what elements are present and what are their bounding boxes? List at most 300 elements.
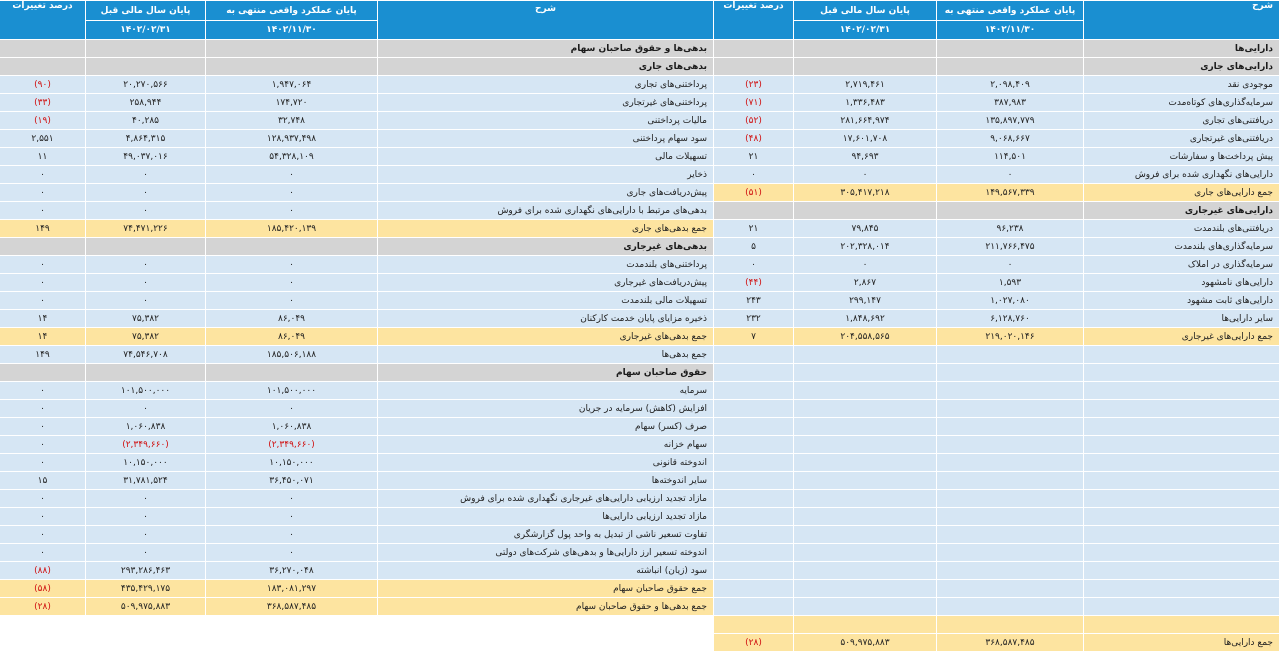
assets-change-header: درصد تغییرات — [714, 1, 794, 40]
liability-row-current-value: ۰ — [206, 544, 378, 562]
liability-row — [0, 346, 714, 364]
liability-row-label: حقوق صاحبان سهام — [378, 364, 714, 382]
liability-row — [0, 76, 714, 94]
liability-row — [0, 490, 714, 508]
liability-row — [0, 544, 714, 562]
liability-row-change-percent: ۰ — [0, 202, 86, 220]
liability-row-previous-value: ۰ — [86, 274, 206, 292]
liability-row-current-value: ۱۰۱,۵۰۰,۰۰۰ — [206, 382, 378, 400]
liability-row-previous-value: ۵۰۹,۹۷۵,۸۸۳ — [86, 598, 206, 616]
asset-row-previous-value — [794, 616, 937, 634]
liability-row-previous-value: ۲۰,۲۷۰,۵۶۶ — [86, 76, 206, 94]
liabilities-change-header: درصد تغییرات — [0, 1, 86, 40]
liability-row-change-percent: ۰ — [0, 256, 86, 274]
liability-row-current-value — [206, 40, 378, 58]
asset-row-label: دریافتنی‌های بلندمدت — [1084, 220, 1280, 238]
liability-row-label: جمع حقوق صاحبان سهام — [378, 580, 714, 598]
liability-row-current-value: ۱,۰۶۰,۸۳۸ — [206, 418, 378, 436]
liability-row-change-percent: ۰ — [0, 274, 86, 292]
asset-row-change-percent: ۰ — [714, 256, 794, 274]
liability-row-previous-value: ۰ — [86, 490, 206, 508]
asset-row — [714, 400, 1280, 418]
asset-row — [714, 220, 1280, 238]
liability-row-label: پرداختنی‌های بلندمدت — [378, 256, 714, 274]
liability-row-label: بدهی‌های مرتبط با دارایی‌های نگهداری شده برای فروش — [378, 202, 714, 220]
asset-row-label — [1084, 598, 1280, 616]
asset-row-change-percent — [714, 508, 794, 526]
liability-row-label: صرف (کسر) سهام — [378, 418, 714, 436]
asset-row-current-value — [937, 562, 1084, 580]
asset-row-current-value — [937, 544, 1084, 562]
asset-row — [714, 544, 1280, 562]
liability-row — [0, 454, 714, 472]
liabilities-desc-header: شرح — [378, 1, 714, 40]
asset-row-label: دریافتنی‌های تجاری — [1084, 112, 1280, 130]
asset-row-current-value: ۲,۰۹۸,۴۰۹ — [937, 76, 1084, 94]
liability-row-previous-value: ۰ — [86, 526, 206, 544]
asset-row-previous-value: ۲۰۴,۵۵۸,۵۶۵ — [794, 328, 937, 346]
assets-previous-date: ۱۴۰۲/۰۲/۳۱ — [794, 21, 937, 40]
asset-row — [714, 382, 1280, 400]
liability-row-label: پیش‌دریافت‌های جاری — [378, 184, 714, 202]
liability-row-change-percent: ۱۵ — [0, 472, 86, 490]
liability-row-label: بدهی‌های جاری — [378, 58, 714, 76]
liability-row-current-value: ۰ — [206, 508, 378, 526]
asset-row-current-value — [937, 580, 1084, 598]
asset-row-previous-value: ۲,۸۶۷ — [794, 274, 937, 292]
asset-row-change-percent — [714, 490, 794, 508]
liability-row-change-percent: ۰ — [0, 184, 86, 202]
liability-row-change-percent: ۲,۵۵۱ — [0, 130, 86, 148]
asset-row-label: سرمایه‌گذاری در املاک — [1084, 256, 1280, 274]
liability-row-current-value: ۰ — [206, 490, 378, 508]
liability-row-change-percent: ۰ — [0, 400, 86, 418]
liability-row — [0, 472, 714, 490]
liability-row-previous-value: ۰ — [86, 166, 206, 184]
liability-row-label: بدهی‌ها و حقوق صاحبان سهام — [378, 40, 714, 58]
liability-row-previous-value: ۷۵,۳۸۲ — [86, 310, 206, 328]
asset-row — [714, 238, 1280, 256]
assets-desc-header: شرح — [1084, 1, 1280, 40]
asset-row-change-percent: ۲۴۳ — [714, 292, 794, 310]
liability-row-label: پرداختنی‌های غیرتجاری — [378, 94, 714, 112]
liability-row-change-percent: (۱۹) — [0, 112, 86, 130]
liability-row-previous-value: ۰ — [86, 202, 206, 220]
asset-row-previous-value: ۰ — [794, 256, 937, 274]
liability-row-change-percent — [0, 58, 86, 76]
asset-row — [714, 130, 1280, 148]
asset-row-current-value: ۲۱۹,۰۲۰,۱۴۶ — [937, 328, 1084, 346]
liability-row-previous-value: ۰ — [86, 184, 206, 202]
asset-row — [714, 310, 1280, 328]
liability-row-previous-value: ۷۵,۳۸۲ — [86, 328, 206, 346]
asset-row-label: دارایی‌ها — [1084, 40, 1280, 58]
liability-row-change-percent: ۰ — [0, 526, 86, 544]
asset-row-label: دارایی‌های غیرجاری — [1084, 202, 1280, 220]
asset-row — [714, 94, 1280, 112]
liability-row-change-percent: ۱۴۹ — [0, 346, 86, 364]
asset-row-current-value — [937, 418, 1084, 436]
liability-row-label: بدهی‌های غیرجاری — [378, 238, 714, 256]
asset-row — [714, 508, 1280, 526]
asset-row-current-value: ۰ — [937, 166, 1084, 184]
asset-row-label — [1084, 562, 1280, 580]
asset-row-label — [1084, 508, 1280, 526]
asset-row-previous-value — [794, 418, 937, 436]
asset-row-previous-value — [794, 472, 937, 490]
asset-row-current-value — [937, 526, 1084, 544]
liability-row — [0, 202, 714, 220]
liability-row-change-percent: ۱۱ — [0, 148, 86, 166]
asset-row-label: جمع دارایی‌ها — [1084, 634, 1280, 652]
liability-row-previous-value — [86, 40, 206, 58]
asset-row-change-percent: (۴۸) — [714, 130, 794, 148]
liability-row-current-value: ۱۰,۱۵۰,۰۰۰ — [206, 454, 378, 472]
asset-row-previous-value — [794, 526, 937, 544]
asset-row-current-value — [937, 40, 1084, 58]
asset-row-change-percent: ۲۳۲ — [714, 310, 794, 328]
asset-row — [714, 184, 1280, 202]
liability-row-change-percent: ۰ — [0, 382, 86, 400]
assets-header-row — [714, 1, 1280, 21]
asset-row-change-percent: ۲۱ — [714, 148, 794, 166]
liability-row — [0, 166, 714, 184]
asset-row-change-percent — [714, 616, 794, 634]
asset-row-label: سرمایه‌گذاری‌های بلندمدت — [1084, 238, 1280, 256]
liability-row-current-value: ۳۶,۴۵۰,۰۷۱ — [206, 472, 378, 490]
liability-row-label: اندوخته قانونی — [378, 454, 714, 472]
asset-row — [714, 202, 1280, 220]
asset-row-current-value — [937, 346, 1084, 364]
asset-row-label — [1084, 454, 1280, 472]
liability-row-current-value — [206, 364, 378, 382]
asset-row-previous-value — [794, 562, 937, 580]
asset-row-label — [1084, 400, 1280, 418]
liability-row-current-value: ۱۸۳,۰۸۱,۲۹۷ — [206, 580, 378, 598]
asset-row-change-percent — [714, 472, 794, 490]
asset-row-previous-value: ۰ — [794, 166, 937, 184]
liability-row-current-value — [206, 238, 378, 256]
liability-row — [0, 562, 714, 580]
asset-row-current-value — [937, 436, 1084, 454]
liability-row-previous-value: ۱۰,۱۵۰,۰۰۰ — [86, 454, 206, 472]
liability-row — [0, 238, 714, 256]
asset-row-label: جمع دارایی‌های غیرجاری — [1084, 328, 1280, 346]
liabilities-current-header: پایان عملکرد واقعی منتهی به — [206, 1, 378, 21]
liability-row-change-percent: ۱۴ — [0, 328, 86, 346]
liability-row-previous-value: ۷۴,۵۴۶,۷۰۸ — [86, 346, 206, 364]
asset-row-change-percent — [714, 454, 794, 472]
liability-row-current-value: ۱۷۴,۷۲۰ — [206, 94, 378, 112]
asset-row-label — [1084, 526, 1280, 544]
liability-row-previous-value: ۰ — [86, 508, 206, 526]
asset-row-current-value — [937, 472, 1084, 490]
liability-row-previous-value: ۰ — [86, 400, 206, 418]
asset-row-current-value — [937, 364, 1084, 382]
asset-row-change-percent — [714, 544, 794, 562]
liability-row-label: جمع بدهی‌ها — [378, 346, 714, 364]
liability-row-previous-value: ۴,۸۶۴,۳۱۵ — [86, 130, 206, 148]
liability-row-label: مازاد تجدید ارزیابی دارایی‌ها — [378, 508, 714, 526]
liability-row-current-value: ۰ — [206, 274, 378, 292]
asset-row-change-percent: ۰ — [714, 166, 794, 184]
liability-row-label: ذخایر — [378, 166, 714, 184]
asset-row — [714, 472, 1280, 490]
asset-row-label: دارایی‌های نامشهود — [1084, 274, 1280, 292]
liability-row-current-value: ۱,۹۴۷,۰۶۴ — [206, 76, 378, 94]
liability-row-change-percent: ۰ — [0, 490, 86, 508]
asset-row-label: سرمایه‌گذاری‌های کوتاه‌مدت — [1084, 94, 1280, 112]
liability-row-label: سایر اندوخته‌ها — [378, 472, 714, 490]
liability-row-previous-value: ۰ — [86, 256, 206, 274]
liability-row-label: تفاوت تسعیر ناشی از تبدیل به واحد پول گزارشگری — [378, 526, 714, 544]
asset-row-change-percent: (۵۲) — [714, 112, 794, 130]
asset-row-current-value: ۱۱۴,۵۰۱ — [937, 148, 1084, 166]
liability-row — [0, 256, 714, 274]
asset-row-previous-value: ۵۰۹,۹۷۵,۸۸۳ — [794, 634, 937, 652]
asset-row-previous-value: ۲۰۲,۳۲۸,۰۱۴ — [794, 238, 937, 256]
liability-row-change-percent: (۳۳) — [0, 94, 86, 112]
liability-row — [0, 184, 714, 202]
liability-row-previous-value: (۲,۳۴۹,۶۶۰) — [86, 436, 206, 454]
asset-row — [714, 328, 1280, 346]
asset-row-previous-value: ۷۹,۸۴۵ — [794, 220, 937, 238]
liability-row-current-value: ۰ — [206, 166, 378, 184]
asset-row-current-value: ۱۳۵,۸۹۷,۷۷۹ — [937, 112, 1084, 130]
asset-row-current-value — [937, 400, 1084, 418]
liability-row-current-value: ۰ — [206, 292, 378, 310]
liability-row-label: اندوخته تسعیر ارز دارایی‌ها و بدهی‌های شرکت‌های دولتی — [378, 544, 714, 562]
asset-row-change-percent — [714, 598, 794, 616]
liability-row — [0, 220, 714, 238]
liability-row-current-value — [206, 58, 378, 76]
asset-row-label: پیش پرداخت‌ها و سفارشات — [1084, 148, 1280, 166]
liability-row-label: افزایش (کاهش) سرمایه در جریان — [378, 400, 714, 418]
liability-row — [0, 148, 714, 166]
liability-row-current-value: ۰ — [206, 526, 378, 544]
asset-row-previous-value — [794, 454, 937, 472]
asset-row-change-percent — [714, 400, 794, 418]
asset-row-change-percent: (۵۱) — [714, 184, 794, 202]
liability-row-label: مالیات پرداختنی — [378, 112, 714, 130]
liability-row — [0, 436, 714, 454]
asset-row-current-value — [937, 202, 1084, 220]
liability-row-current-value: ۵۴,۳۲۸,۱۰۹ — [206, 148, 378, 166]
liability-row-current-value: ۱۲۸,۹۳۷,۴۹۸ — [206, 130, 378, 148]
asset-row-current-value — [937, 454, 1084, 472]
liability-row-change-percent: ۰ — [0, 436, 86, 454]
liability-row — [0, 526, 714, 544]
asset-row-previous-value: ۲۸۱,۶۶۴,۹۷۴ — [794, 112, 937, 130]
assets-previous-header: پایان سال مالی قبل — [794, 1, 937, 21]
liability-row-label: جمع بدهی‌های غیرجاری — [378, 328, 714, 346]
asset-row — [714, 256, 1280, 274]
asset-row-change-percent: (۷۱) — [714, 94, 794, 112]
asset-row-previous-value: ۳۰۵,۴۱۷,۲۱۸ — [794, 184, 937, 202]
liability-row-previous-value: ۲۵۸,۹۴۴ — [86, 94, 206, 112]
asset-row-label — [1084, 382, 1280, 400]
liability-row-change-percent: ۱۴۹ — [0, 220, 86, 238]
asset-row-change-percent — [714, 562, 794, 580]
asset-row-current-value: ۱,۰۲۷,۰۸۰ — [937, 292, 1084, 310]
asset-row-current-value — [937, 58, 1084, 76]
liability-row-previous-value: ۴۰,۲۸۵ — [86, 112, 206, 130]
asset-row-previous-value — [794, 58, 937, 76]
liabilities-header-row — [0, 1, 714, 21]
liability-row-label: سود سهام پرداختنی — [378, 130, 714, 148]
asset-row-label — [1084, 364, 1280, 382]
liability-row — [0, 400, 714, 418]
asset-row-change-percent — [714, 202, 794, 220]
asset-row-previous-value — [794, 508, 937, 526]
asset-row — [714, 166, 1280, 184]
liability-row-change-percent: ۰ — [0, 418, 86, 436]
asset-row — [714, 526, 1280, 544]
liabilities-body — [0, 40, 714, 616]
asset-row-label: دریافتنی‌های غیرتجاری — [1084, 130, 1280, 148]
asset-row — [714, 40, 1280, 58]
asset-row-change-percent — [714, 58, 794, 76]
asset-row — [714, 436, 1280, 454]
asset-row-previous-value — [794, 580, 937, 598]
liability-row-previous-value: ۳۱,۷۸۱,۵۲۴ — [86, 472, 206, 490]
asset-row-label: سایر دارایی‌ها — [1084, 310, 1280, 328]
asset-row — [714, 616, 1280, 634]
liability-row — [0, 94, 714, 112]
liability-row — [0, 328, 714, 346]
liability-row-label: مازاد تجدید ارزیابی دارایی‌های غیرجاری نگهداری شده برای فروش — [378, 490, 714, 508]
liability-row-current-value: ۱۸۵,۵۰۶,۱۸۸ — [206, 346, 378, 364]
asset-row-previous-value: ۱,۳۳۶,۴۸۳ — [794, 94, 937, 112]
asset-row-current-value — [937, 490, 1084, 508]
asset-row-current-value — [937, 508, 1084, 526]
asset-row — [714, 274, 1280, 292]
asset-row — [714, 454, 1280, 472]
asset-row — [714, 58, 1280, 76]
asset-row — [714, 292, 1280, 310]
liability-row-change-percent — [0, 238, 86, 256]
liability-row-label: پرداختنی‌های تجاری — [378, 76, 714, 94]
asset-row-label: دارایی‌های جاری — [1084, 58, 1280, 76]
liability-row-label: تسهیلات مالی بلندمدت — [378, 292, 714, 310]
asset-row — [714, 112, 1280, 130]
asset-row-change-percent: ۵ — [714, 238, 794, 256]
asset-row-change-percent: ۷ — [714, 328, 794, 346]
liability-row-label: سرمایه — [378, 382, 714, 400]
liability-row — [0, 274, 714, 292]
liability-row-change-percent: (۹۰) — [0, 76, 86, 94]
liability-row-previous-value: ۰ — [86, 544, 206, 562]
asset-row-change-percent — [714, 40, 794, 58]
liability-row — [0, 112, 714, 130]
asset-row-current-value — [937, 382, 1084, 400]
asset-row-label — [1084, 346, 1280, 364]
assets-current-header: پایان عملکرد واقعی منتهی به — [937, 1, 1084, 21]
asset-row-current-value: ۳۸۷,۹۸۳ — [937, 94, 1084, 112]
asset-row-change-percent — [714, 526, 794, 544]
liability-row-previous-value: ۴۳۵,۴۲۹,۱۷۵ — [86, 580, 206, 598]
asset-row — [714, 598, 1280, 616]
liability-row-current-value: ۰ — [206, 202, 378, 220]
asset-row-change-percent: (۴۴) — [714, 274, 794, 292]
asset-row-label: جمع دارایی‌های جاری — [1084, 184, 1280, 202]
asset-row-change-percent — [714, 382, 794, 400]
liability-row-previous-value: ۰ — [86, 292, 206, 310]
liability-row — [0, 58, 714, 76]
assets-table — [713, 0, 1280, 652]
liability-row-change-percent: (۲۸) — [0, 598, 86, 616]
liabilities-previous-date: ۱۴۰۲/۰۲/۳۱ — [86, 21, 206, 40]
asset-row-change-percent: ۲۱ — [714, 220, 794, 238]
asset-row — [714, 346, 1280, 364]
asset-row — [714, 580, 1280, 598]
liability-row-previous-value: ۱۰۱,۵۰۰,۰۰۰ — [86, 382, 206, 400]
asset-row-label — [1084, 472, 1280, 490]
asset-row-change-percent — [714, 346, 794, 364]
liability-row-previous-value: ۷۴,۴۷۱,۲۲۶ — [86, 220, 206, 238]
liability-row-change-percent: (۸۸) — [0, 562, 86, 580]
liability-row-current-value: ۱۸۵,۴۲۰,۱۳۹ — [206, 220, 378, 238]
liability-row-previous-value — [86, 238, 206, 256]
liability-row — [0, 598, 714, 616]
liability-row-current-value: ۰ — [206, 184, 378, 202]
liability-row — [0, 292, 714, 310]
liability-row-previous-value: ۴۹,۰۳۷,۰۱۶ — [86, 148, 206, 166]
asset-row-label — [1084, 490, 1280, 508]
liability-row-label: جمع بدهی‌های جاری — [378, 220, 714, 238]
asset-row-change-percent — [714, 580, 794, 598]
liability-row-change-percent: ۱۴ — [0, 310, 86, 328]
asset-row-current-value: ۶,۱۲۸,۷۶۰ — [937, 310, 1084, 328]
liability-row-current-value: ۳۲,۷۴۸ — [206, 112, 378, 130]
asset-row-label — [1084, 580, 1280, 598]
asset-row-label — [1084, 436, 1280, 454]
asset-row-label: موجودی نقد — [1084, 76, 1280, 94]
liability-row-previous-value: ۱,۰۶۰,۸۳۸ — [86, 418, 206, 436]
asset-row-label — [1084, 616, 1280, 634]
liability-row-change-percent: ۰ — [0, 454, 86, 472]
liability-row-change-percent: ۰ — [0, 292, 86, 310]
asset-row-previous-value — [794, 490, 937, 508]
liability-row-current-value: ۰ — [206, 256, 378, 274]
liability-row — [0, 130, 714, 148]
asset-row — [714, 562, 1280, 580]
asset-row-previous-value — [794, 346, 937, 364]
liability-row-change-percent: ۰ — [0, 508, 86, 526]
asset-row-previous-value — [794, 436, 937, 454]
asset-row-current-value — [937, 598, 1084, 616]
asset-row — [714, 490, 1280, 508]
liability-row-label: ذخیره مزایای پایان خدمت کارکنان — [378, 310, 714, 328]
assets-body — [714, 40, 1280, 652]
asset-row-previous-value — [794, 544, 937, 562]
asset-row — [714, 418, 1280, 436]
asset-row — [714, 364, 1280, 382]
asset-row-change-percent — [714, 436, 794, 454]
liability-row — [0, 310, 714, 328]
liability-row-current-value: ۳۶,۲۷۰,۰۴۸ — [206, 562, 378, 580]
asset-row-current-value: ۹,۰۶۸,۶۶۷ — [937, 130, 1084, 148]
liability-row-change-percent: ۰ — [0, 544, 86, 562]
asset-row-current-value — [937, 616, 1084, 634]
asset-row-previous-value — [794, 40, 937, 58]
asset-row-label — [1084, 544, 1280, 562]
asset-row-previous-value — [794, 202, 937, 220]
asset-row-previous-value: ۲,۷۱۹,۴۶۱ — [794, 76, 937, 94]
asset-row-change-percent: (۲۳) — [714, 76, 794, 94]
asset-row — [714, 148, 1280, 166]
liability-row-change-percent — [0, 40, 86, 58]
